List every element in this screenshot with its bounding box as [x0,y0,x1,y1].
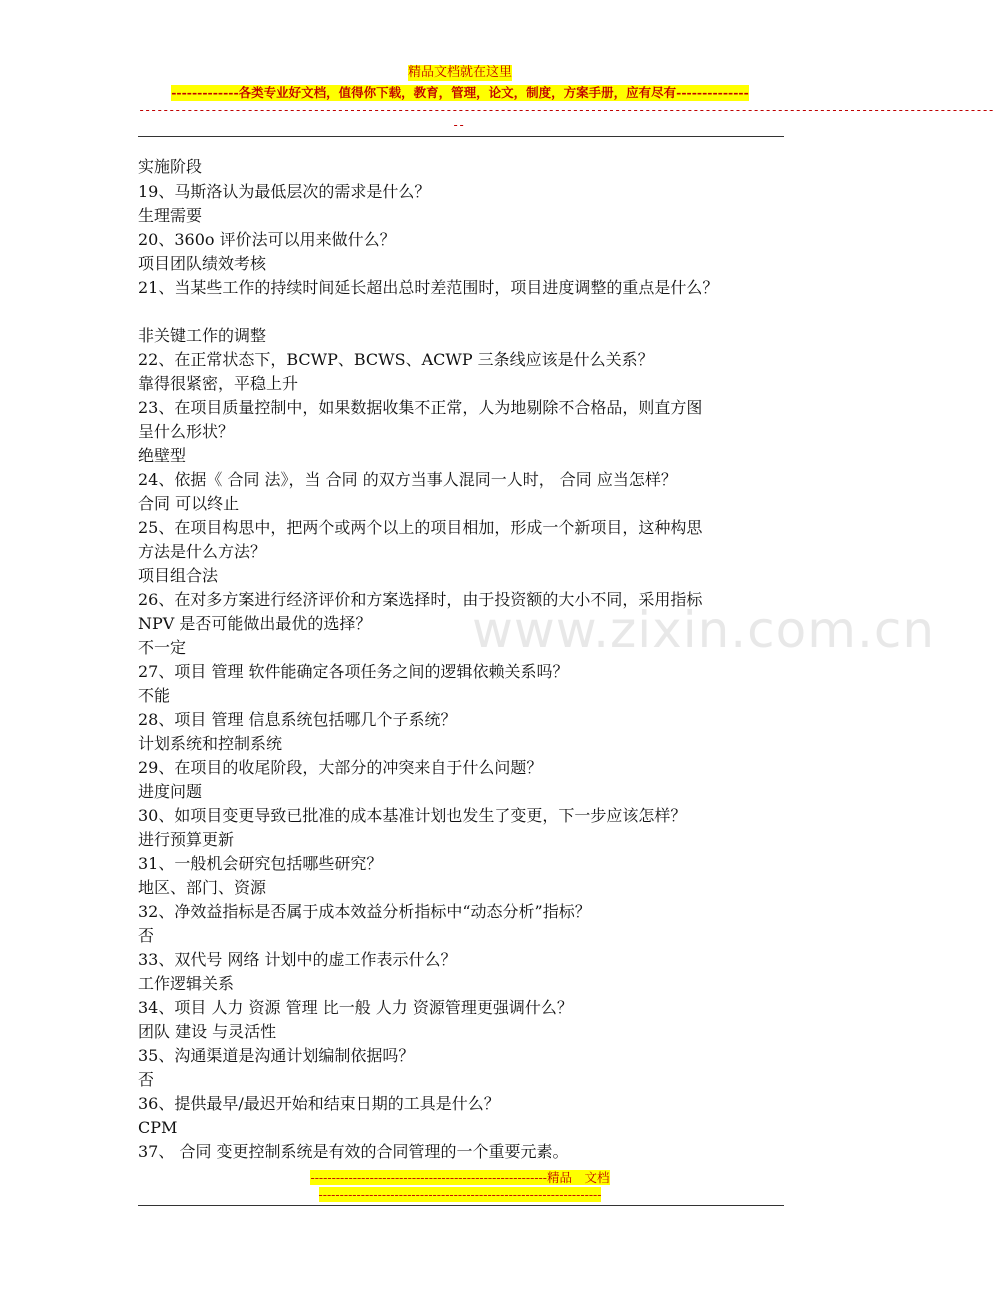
footer-text-1: --------------------------------------------------------精品 文档 [310,1170,610,1185]
body-line: 绝壁型 [138,446,187,465]
body-line: 34、项目 人力 资源 管理 比一般 人力 资源管理更强调什么？ [138,998,573,1017]
body-line: 项目团队绩效考核 [138,254,267,273]
body-line: CPM [138,1118,178,1137]
body-line: 不能 [138,686,171,705]
body-line: 团队 建设 与灵活性 [138,1022,277,1041]
body-line: 不一定 [138,638,187,657]
header-title: 精品文档就在这里 [407,65,512,80]
body-line: 27、项目 管理 软件能确定各项任务之间的逻辑依赖关系吗？ [138,662,569,681]
body-line: 合同 可以终止 [138,494,240,513]
body-line: 33、双代号 网络 计划中的虚工作表示什么？ [138,950,457,969]
body-line: 呈什么形状？ [138,422,235,441]
body-line: 29、在项目的收尾阶段，大部分的冲突来自于什么问题？ [138,758,543,777]
header-title-row [0,65,920,81]
body-line: 31、一般机会研究包括哪些研究？ [138,854,383,873]
body-line: NPV 是否可能做出最优的选择？ [138,614,372,633]
body-line: 35、沟通渠道是沟通计划编制依据吗？ [138,1046,415,1065]
body-line: 项目组合法 [138,566,219,585]
watermark: www.zixin.com.cn [472,601,936,659]
body-line: 进度问题 [138,782,203,801]
body-line: 工作逻辑关系 [138,974,235,993]
body-line: 22、在正常状态下，BCWP、BCWS、ACWP 三条线应该是什么关系？ [138,350,654,369]
body-line: 否 [138,926,155,945]
body-line: 计划系统和控制系统 [138,734,283,753]
body-line: 靠得很紧密，平稳上升 [138,374,299,393]
header-dash-line: ---------------------------------------------------------------------------------------------------------------------------------------------- [138,103,994,117]
footer-line-1 [292,1170,628,1185]
body-line: 32、净效益指标是否属于成本效益分析指标中“动态分析”指标？ [138,902,591,921]
body-line: 37、 合同 变更控制系统是有效的合同管理的一个重要元素。 [138,1142,569,1161]
top-divider [138,136,784,137]
body-line: 地区、部门、资源 [138,878,267,897]
footer-line-2 [300,1187,620,1202]
header-subtitle: -------------各类专业好文档，值得你下载，教育，管理，论文，制度，方案手册，应有尽有-------------- [171,85,749,100]
body-line: 20、360o 评价法可以用来做什么？ [138,230,396,249]
body-line: 24、依据《 合同 法》，当 合同 的双方当事人混同一人时， 合同 应当怎样？ [138,470,677,489]
body-line: 28、项目 管理 信息系统包括哪几个子系统？ [138,710,457,729]
body-line: 36、提供最早/最迟开始和结束日期的工具是什么？ [138,1094,500,1113]
body-line: 26、在对多方案进行经济评价和方案选择时，由于投资额的大小不同，采用指标 [138,590,703,609]
body-line: 25、在项目构思中，把两个或两个以上的项目相加，形成一个新项目，这种构思 [138,518,703,537]
footer-text-2: ------------------------------------------------------------------- [318,1187,602,1202]
bottom-divider [138,1205,784,1206]
body-line: 21、当某些工作的持续时间延长超出总时差范围时，项目进度调整的重点是什么？ [138,278,719,297]
body-line: 否 [138,1070,155,1089]
body-line: 非关键工作的调整 [138,326,267,345]
header-subtitle-row [0,85,920,101]
body-line: 实施阶段 [138,157,203,176]
body-line: 23、在项目质量控制中，如果数据收集不正常，人为地剔除不合格品，则直方图 [138,398,703,417]
body-line: 进行预算更新 [138,830,235,849]
body-line: 30、如项目变更导致已批准的成本基准计划也发生了变更，下一步应该怎样？ [138,806,687,825]
body-line: 生理需要 [138,206,203,225]
header-dash-tail: -- [452,118,465,132]
body-line: 方法是什么方法？ [138,542,267,561]
body-line: 19、马斯洛认为最低层次的需求是什么？ [138,182,431,201]
